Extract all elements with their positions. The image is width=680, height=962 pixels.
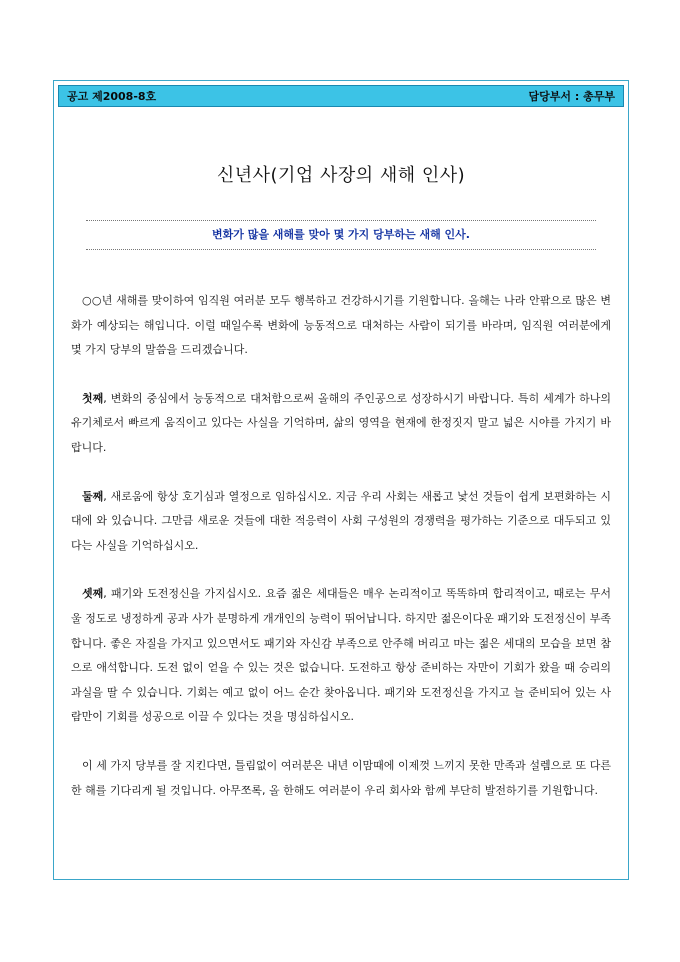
page-title: 신년사(기업 사장의 새해 인사): [216, 165, 466, 186]
notice-number: 공고 제2008-8호: [67, 90, 157, 103]
paragraph-lead: 첫째: [82, 391, 104, 405]
paragraph-lead: 둘째: [82, 489, 104, 503]
department-label: 담당부서 : 총무부: [528, 90, 615, 103]
page-subtitle: 변화가 많을 새해를 맞아 몇 가지 당부하는 새해 인사.: [212, 228, 470, 241]
paragraph-text: , 패기와 도전정신을 가지십시오. 요즘 젊은 세대들은 매우 논리적이고 똑똑하며 합리적이고, 때로는 무서울 정도로 냉정하게 공과 사가 분명하게 개개인의 능력이 뛰어납니다. 하지만 젊은이다운 패기와 도전정신이 부족합니다. 좋은 자질을 가지고 있으면서도 패기와 자신감 부족으로 안주해 버리고 마는 젊은 세대의 모습을 보면 참으로 애석합니다. 도전 없이 얻을 수 있는 것은 없습니다. 도전하고 항상 준비하는 자만이 기회가 왔을 때 승리의 과실을 딸 수 있습니다. 기회는 예고 없이 어느 순간 찾아옵니다. 패기와 도전정신을 가지고 늘 준비되어 있는 사람만이 기회를 성공으로 이끌 수 있다는 것을 명심하십시오.: [71, 587, 611, 724]
paragraph-lead: 셋째: [82, 587, 104, 601]
header-bar: [58, 85, 624, 107]
paragraph-text: , 새로움에 항상 호기심과 열정으로 임하십시오. 지금 우리 사회는 새롭고 낯선 것들이 쉽게 보편화하는 시대에 와 있습니다. 그만큼 새로운 것들에 대한 적응력이 사회 구성원의 경쟁력을 평가하는 기준으로 대두되고 있다는 사실을 기억하십시오.: [71, 489, 611, 552]
paragraph-second: [71, 485, 611, 559]
paragraph-text: ○○년 새해를 맞이하여 임직원 여러분 모두 행복하고 건강하시기를 기원합니다. 올해는 나라 안팎으로 많은 변화가 예상되는 해입니다. 이럴 때일수록 변화에 능동적으로 대처하는 사람이 되기를 바라며, 임직원 여러분에게 몇 가지 당부의 말씀을 드리겠습니다.: [71, 294, 611, 357]
paragraph-third: [71, 582, 611, 730]
body-text: [71, 289, 611, 827]
divider-top: [86, 220, 596, 221]
paragraph-intro: [71, 289, 611, 363]
paragraph-closing: [71, 754, 611, 803]
paragraph-first: [71, 387, 611, 461]
paragraph-text: , 변화의 중심에서 능동적으로 대처함으로써 올해의 주인공으로 성장하시기 바랍니다. 특히 세계가 하나의 유기체로서 빠르게 움직이고 있다는 사실을 기억하며, 삶의 영역을 현재에 한정짓지 말고 넓은 시야를 가지기 바랍니다.: [71, 391, 611, 454]
paragraph-text: 이 세 가지 당부를 잘 지킨다면, 틀림없이 여러분은 내년 이맘때에 이제껏 느끼지 못한 만족과 설렘으로 또 다른 한 해를 기다리게 될 것입니다. 아무쪼록, 올 한해도 여러분이 우리 회사와 함께 부단히 발전하기를 기원합니다.: [71, 758, 611, 797]
document-frame: [53, 80, 629, 880]
divider-bottom: [86, 249, 596, 250]
